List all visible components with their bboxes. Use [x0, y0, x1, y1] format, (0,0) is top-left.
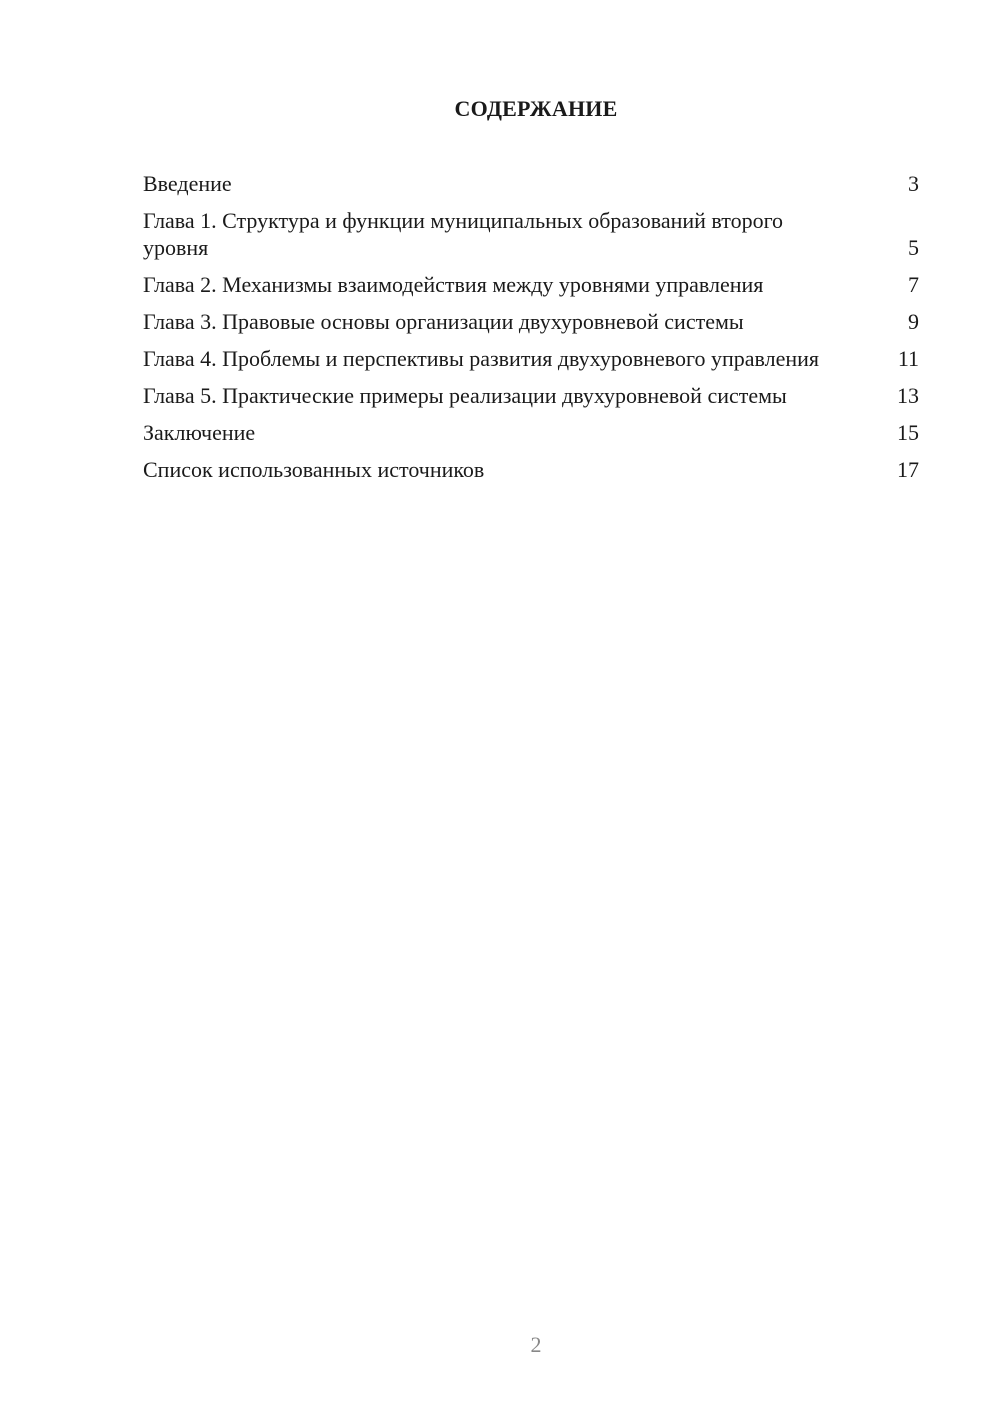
toc-entry-label: Список использованных источников	[143, 457, 485, 482]
toc-entry-label: Глава 2. Механизмы взаимодействия между уровнями управления	[143, 272, 764, 297]
toc-entry[interactable]	[143, 308, 919, 335]
toc-entry-page: 13	[897, 383, 919, 408]
toc-entry[interactable]	[143, 170, 919, 197]
toc-list	[143, 170, 919, 493]
toc-entry-page: 11	[897, 346, 919, 371]
toc-entry[interactable]	[143, 456, 919, 483]
toc-entry-label: Введение	[143, 171, 232, 196]
toc-entry-page: 7	[908, 272, 919, 297]
toc-entry-page: 9	[908, 309, 919, 334]
toc-entry-label: Глава 4. Проблемы и перспективы развития двухуровневого управления	[143, 346, 820, 371]
toc-entry[interactable]	[143, 345, 919, 372]
toc-entry-page: 3	[908, 171, 919, 196]
toc-entry[interactable]	[143, 207, 919, 261]
page-number: 2	[530, 1332, 542, 1357]
toc-entry-label: Глава 5. Практические примеры реализации двухуровневой системы	[143, 383, 787, 408]
toc-entry-label: Глава 1. Структура и функции муниципальных образований второго уровня	[143, 208, 784, 260]
toc-entry-page: 15	[897, 420, 919, 445]
toc-entry[interactable]	[143, 419, 919, 446]
toc-entry[interactable]	[143, 271, 919, 298]
toc-entry-page: 17	[897, 457, 919, 482]
toc-entry-page: 5	[908, 235, 919, 260]
toc-entry-label: Заключение	[143, 420, 256, 445]
toc-entry-label: Глава 3. Правовые основы организации двухуровневой системы	[143, 309, 744, 334]
toc-title: СОДЕРЖАНИЕ	[454, 96, 618, 121]
toc-entry[interactable]	[143, 382, 919, 409]
